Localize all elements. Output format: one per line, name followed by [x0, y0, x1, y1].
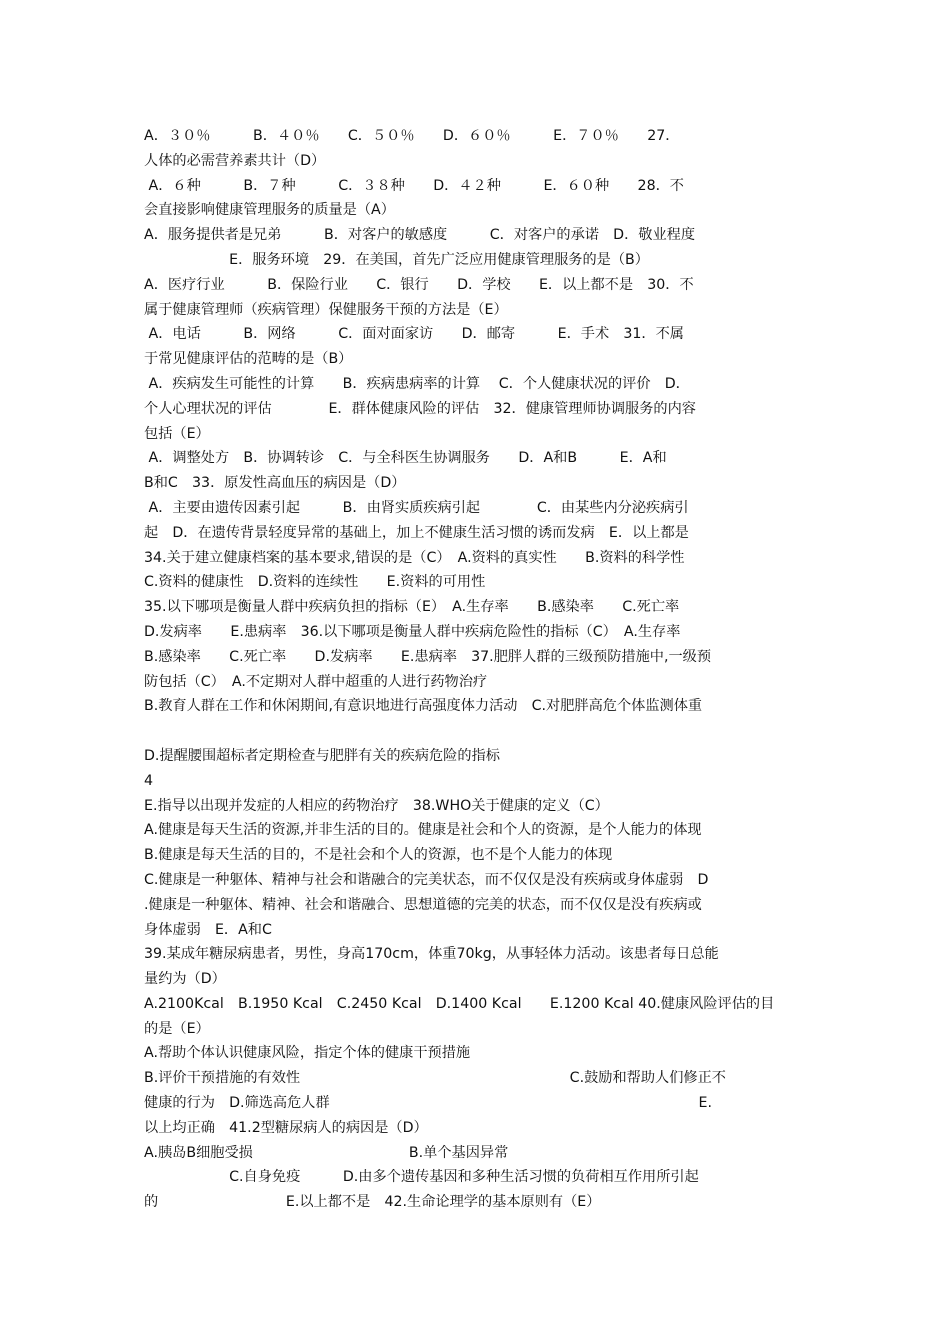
text-line: 健康的行为 D.筛选高危人群 E.: [144, 1095, 713, 1112]
text-line: A．疾病发生可能性的计算 B．疾病患病率的计算 C．个人健康状况的评价 D．: [144, 375, 690, 392]
text-line: 会直接影响健康管理服务的质量是（A）: [144, 202, 395, 219]
text-line: B.教育人群在工作和休闲期间,有意识地进行高强度体力活动 C.对肥胖高危个体监测体重: [144, 698, 703, 715]
text-line: D.发病率 E.患病率 36.以下哪项是衡量人群中疾病危险性的指标（C） A.生存率: [144, 623, 681, 640]
text-line: 以上均正确 41.2型糖尿病人的病因是（D）: [144, 1119, 428, 1136]
text-line: A．６种 B．７种 C．３８种 D．４２种 E．６０种 28．不: [144, 177, 684, 194]
blank-line: [144, 719, 808, 744]
text-line: A．服务提供者是兄弟 B．对客户的敏感度 C．对客户的承诺 D．敬业程度: [144, 227, 696, 244]
text-line: .健康是一种躯体、精神、社会和谐融合、思想道德的完美的状态，而不仅仅是没有疾病或: [144, 896, 702, 913]
text-line: D.提醒腰围超标者定期检查与肥胖有关的疾病危险的指标: [144, 747, 500, 764]
text-line: A．主要由遗传因素引起 B．由肾实质疾病引起 C．由某些内分泌疾病引: [144, 499, 689, 516]
text-line: 人体的必需营养素共计（D）: [144, 152, 326, 169]
text-line: A．电话 B．网络 C．面对面家访 D．邮寄 E．手术 31．不属: [144, 326, 684, 343]
text-line: 个人心理状况的评估 E．群体健康风险的评估 32．健康管理师协调服务的内容: [144, 400, 696, 417]
page-number: 4: [144, 772, 154, 789]
text-line: A.帮助个体认识健康风险，指定个体的健康干预措施: [144, 1045, 471, 1062]
text-line: 量约为（D）: [144, 971, 226, 988]
text-line: A．调整处方 B．协调转诊 C．与全科医生协调服务 D．A和B E．A和: [144, 450, 667, 467]
text-line: 39.某成年糖尿病患者，男性，身高170cm，体重70kg，从事轻体力活动。该患者每日总能: [144, 946, 719, 963]
text-line: 属于健康管理师（疾病管理）保健服务干预的方法是（E）: [144, 301, 508, 318]
text-line: A.2100Kcal B.1950 Kcal C.2450 Kcal D.1400 Kcal E.1200 Kcal 40.健康风险评估的目: [144, 995, 775, 1012]
text-line: 防包括（C） A.不定期对人群中超重的人进行药物治疗: [144, 673, 488, 690]
text-line: 的 E.以上都不是 42.生命论理学的基本原则有（E）: [144, 1194, 601, 1211]
text-line: 起 D．在遗传背景轻度异常的基础上，加上不健康生活习惯的诱而发病 E．以上都是: [144, 524, 689, 541]
text-line: B.评价干预措施的有效性 C.鼓励和帮助人们修正不: [144, 1070, 726, 1087]
text-line: 的是（E）: [144, 1020, 210, 1037]
text-line: E.指导以出现并发症的人相应的药物治疗 38.WHO关于健康的定义（C）: [144, 797, 609, 814]
text-line: A.胰岛B细胞受损 B.单个基因异常: [144, 1144, 509, 1161]
text-line: A．３０％ B．４０％ C．５０％ D．６０％ E．７０％ 27．: [144, 128, 680, 144]
text-line: B和C 33．原发性高血压的病因是（D）: [144, 475, 406, 492]
text-line: C.资料的健康性 D.资料的连续性 E.资料的可用性: [144, 574, 486, 591]
text-line: 包括（E）: [144, 425, 210, 442]
text-line: B.感染率 C.死亡率 D.发病率 E.患病率 37.肥胖人群的三级预防措施中,一级预: [144, 648, 712, 665]
text-line: C.自身免疫 D.由多个遗传基因和多种生活习惯的负荷相互作用所引起: [144, 1169, 699, 1186]
text-line: A.健康是每天生活的资源,并非生活的目的。健康是社会和个人的资源，是个人能力的体现: [144, 822, 702, 839]
text-line: B.健康是每天生活的目的，不是社会和个人的资源，也不是个人能力的体现: [144, 847, 613, 864]
text-line: 于常见健康评估的范畴的是（B）: [144, 351, 353, 368]
text-line: A．医疗行业 B．保险行业 C．银行 D．学校 E．以上都不是 30．不: [144, 276, 694, 293]
text-line: E．服务环境 29．在美国，首先广泛应用健康管理服务的是（B）: [144, 251, 649, 268]
text-line: C.健康是一种躯体、精神与社会和谐融合的完美状态，而不仅仅是没有疾病或身体虚弱 D: [144, 871, 709, 888]
text-line: 35.以下哪项是衡量人群中疾病负担的指标（E） A.生存率 B.感染率 C.死亡率: [144, 599, 680, 616]
text-line: 34.关于建立健康档案的基本要求,错误的是（C） A.资料的真实性 B.资料的科学性: [144, 549, 685, 566]
text-line: 身体虚弱 E．A和C: [144, 921, 272, 938]
document-text: [144, 124, 808, 1215]
